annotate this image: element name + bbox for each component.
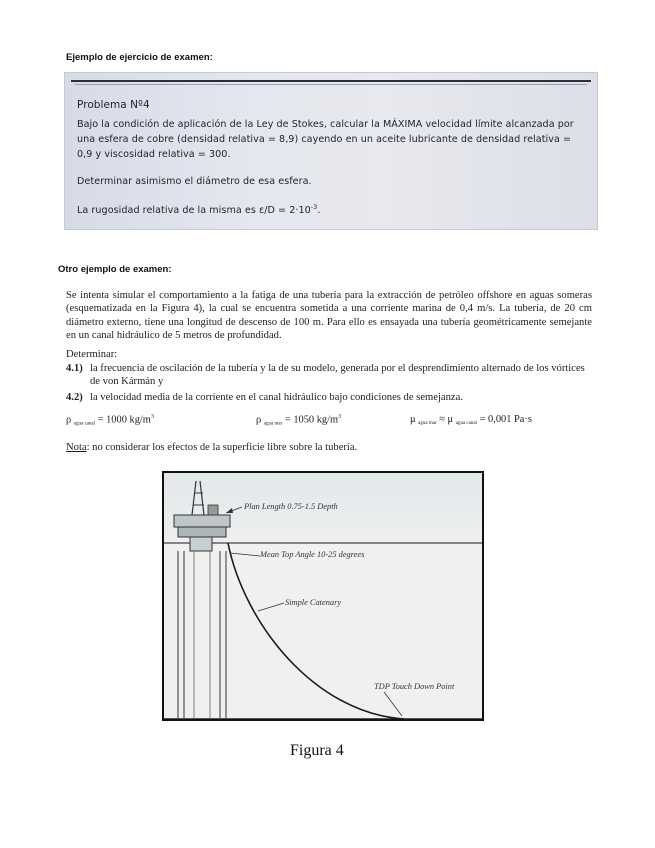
question-1-number: 4.1) <box>66 363 83 374</box>
exam-example-heading: Ejemplo de ejercicio de examen: <box>66 52 213 63</box>
problem-photo <box>64 72 598 230</box>
viscosity: μ $_{agua mar}$ ≈ μ $_{agua canal}$ = 0,001 Pa·s <box>410 414 532 426</box>
density-canal: ρ $_{agua canal}$ = 1000 $kg/m^3$ <box>66 414 154 427</box>
density-sea: ρ $_{agua mar}$ = 1050 $kg/m^3$ <box>256 414 342 427</box>
figure-4 <box>162 471 484 721</box>
plan-length-label: Plan Length 0.75-1.5 Depth <box>244 502 338 511</box>
viscosity-sub-sea: agua mar <box>418 421 437 426</box>
top-rule-shadow <box>75 84 587 85</box>
question-2-number: 4.2) <box>66 392 83 403</box>
roughness-exponent: -3 <box>310 203 318 211</box>
problem-roughness <box>77 200 320 218</box>
density-canal-exp: 3 <box>150 414 154 420</box>
top-rule <box>71 80 591 82</box>
note-text: : no considerar los efectos de la superficie libre sobre la tubería. <box>86 442 358 453</box>
determinar-label: Determinar: <box>66 349 118 360</box>
figure-caption: Figura 4 <box>290 742 344 759</box>
problem-statement: Bajo la condición de aplicación de la Ley de Stokes, calcular la MÁXIMA velocidad límite alcanzada por una esfera de cobre (densidad relativa = 8,9) cayendo en un aceite lubricante de densidad relativa = 0,9 y viscosidad relativa = 300. <box>77 119 574 160</box>
catenary-label: Simple Catenary <box>285 598 342 607</box>
problem-title: Problema Nº4 <box>77 99 150 111</box>
exam-intro: Se intenta simular el comportamiento a la fatiga de una tubería para la extracción de petróleo offshore en aguas someras (esquematizada en la Figura 4), la cual se encuentra sometida a una corriente marina de 0,4 m/s. La tubería, de 20 cm diámetro externo, tiene una longitud de descenso de 100 m. Para ello es ensayada una tubería geométricamente semejante en un canal hidráulico de 5 metros de profundidad. <box>66 290 592 342</box>
density-canal-sub: agua canal <box>73 421 96 427</box>
other-exam-heading: Otro ejemplo de examen: <box>58 264 172 275</box>
sea <box>164 543 484 721</box>
viscosity-value: = 0,001 Pa·s <box>479 414 532 425</box>
question-1-text: la frecuencia de oscilación de la tubería y la de su modelo, generada por el desprendimiento alternado de los vórtices de von Kármán y <box>90 363 585 388</box>
question-2-text: la velocidad media de la corriente en el canal hidráulico bajo condiciones de semejanza. <box>90 392 463 403</box>
density-sea-sub: agua mar <box>263 421 283 427</box>
density-canal-value: = 1000 kg/m <box>97 414 151 426</box>
note <box>66 441 357 454</box>
density-sea-exp: 3 <box>338 414 342 420</box>
problem-diameter-question: Determinar asimismo el diámetro de esa esfera. <box>77 176 312 187</box>
viscosity-sub-canal: agua canal <box>455 421 477 426</box>
top-angle-label: Mean Top Angle 10-25 degrees <box>260 550 365 559</box>
roughness-text: La rugosidad relativa de la misma es ε/D = 2·10 <box>77 205 311 217</box>
touch-down-label: TDP Touch Down Point <box>374 682 455 691</box>
note-label: Nota <box>66 442 87 453</box>
density-sea-value: = 1050 kg/m <box>284 414 339 426</box>
roughness-period: . <box>317 205 321 217</box>
